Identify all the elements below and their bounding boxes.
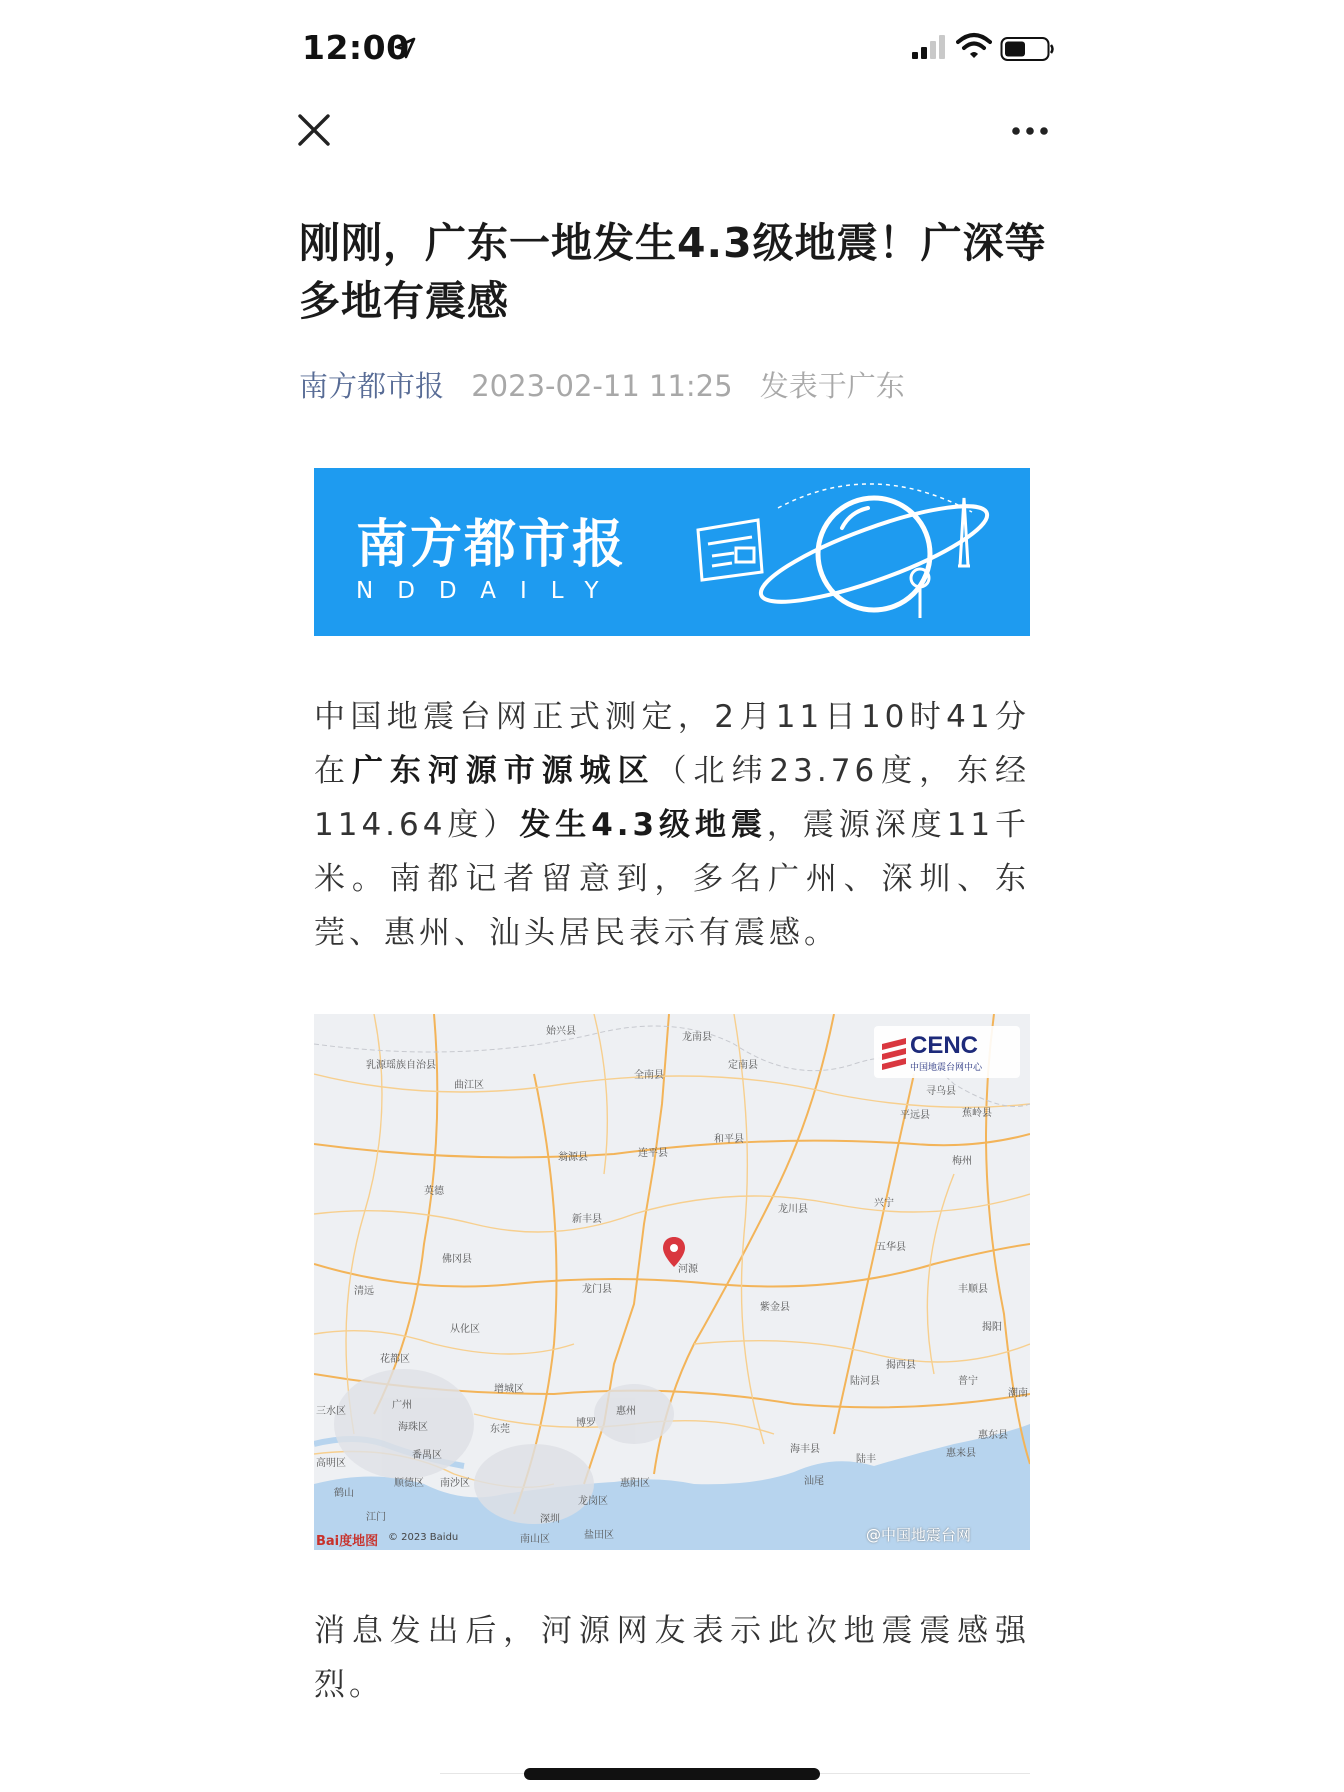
map-label: 和平县 [714,1134,744,1145]
article-meta [299,364,905,405]
map-label: 梅州 [952,1156,972,1167]
map-label: 五华县 [876,1242,906,1253]
newspaper-icon [698,520,762,580]
map-label: 惠阳区 [620,1478,650,1489]
status-bar [0,0,1344,100]
more-icon[interactable] [1010,118,1050,144]
map-label: 全南县 [634,1070,664,1081]
map-label: 惠来县 [946,1448,976,1459]
paragraph-text-tail: ，震源深度11千米。南都记者留意到，多名广州、深圳、东莞、惠州、汕头居民表示有震感。 [314,807,1030,951]
map-label: 龙南县 [682,1032,712,1043]
banner-brand-english: NDDAILY [356,578,623,604]
map-label: 惠州 [616,1406,636,1417]
status-time: 12:00 [302,28,410,67]
earthquake-map[interactable] [314,1014,1030,1550]
signal-icon [910,34,950,60]
map-label: 蕉岭县 [962,1108,992,1119]
map-label: 定南县 [728,1060,758,1071]
map-label: 陆丰 [856,1454,876,1465]
paragraph-bold-location: 广东河源市源城区 [351,753,656,789]
baidu-map-logo: Bai度地图 [316,1534,379,1549]
map-label: 寻乌县 [926,1086,956,1097]
map-label: 英德 [424,1186,444,1197]
article-paragraph [314,690,1030,960]
planet-icon [752,489,995,620]
cenc-logo [874,1026,1020,1078]
banner-illustration [672,468,1030,636]
map-label: 汕尾 [804,1476,824,1487]
banner-brand-name: 南方都市报 [356,515,627,575]
map-label: 翁源县 [558,1152,588,1163]
map-label: 平远县 [900,1110,930,1121]
map-label: 南沙区 [440,1478,470,1489]
map-label: 紫金县 [760,1302,790,1313]
cenc-wordmark: CENC [910,1032,979,1059]
map-label-epicenter-city: 河源 [678,1264,698,1275]
map-label: 高明区 [316,1458,346,1469]
map-label: 丰顺县 [958,1284,988,1295]
map-label: 龙岗区 [578,1496,608,1507]
map-label: 鹤山 [334,1488,354,1499]
battery-icon [1000,36,1056,62]
map-label: 江门 [366,1512,386,1523]
map-label: 曲江区 [454,1080,484,1091]
map-label: 清远 [354,1286,374,1297]
author-link[interactable]: 南方都市报 [299,369,445,403]
cenc-subtitle: 中国地震台网中心 [910,1063,983,1073]
publish-date: 2023-02-11 11:25 [471,369,733,403]
map-label: 揭西县 [886,1360,916,1371]
map-label: 兴宁 [874,1198,894,1209]
map-label: 海珠区 [398,1422,428,1433]
location-arrow-icon [392,36,418,62]
weibo-watermark: @中国地震台网 [866,1526,972,1544]
map-label: 佛冈县 [442,1254,472,1265]
map-label: 广州 [392,1400,412,1411]
map-label: 乳源瑶族自治县 [366,1060,436,1071]
map-label: 潮南 [1008,1388,1028,1399]
publish-location: 发表于广东 [759,369,905,403]
map-label: 龙川县 [778,1204,808,1215]
map-label: 三水区 [316,1406,346,1417]
article-title: 刚刚，广东一地发生4.3级地震！广深等多地有震感 [299,219,1047,325]
brand-banner [314,468,1030,636]
map-label: 从化区 [450,1324,480,1335]
map-label: 增城区 [494,1384,524,1395]
home-indicator[interactable] [524,1768,820,1780]
epicenter-marker-icon[interactable] [662,1236,686,1268]
article-paragraph-2: 消息发出后，河源网友表示此次地震震感强烈。 [314,1613,1030,1703]
wifi-icon [956,32,992,60]
map-label: 始兴县 [546,1026,576,1037]
baidu-copyright: © 2023 Baidu [388,1532,459,1543]
map-label: 南山区 [520,1534,550,1545]
map-label: 惠东县 [978,1430,1008,1441]
map-label: 顺德区 [394,1478,424,1489]
paragraph-bold-magnitude: 发生4.3级地震 [519,807,767,843]
map-label: 博罗 [576,1418,596,1429]
paragraph-text: 中国地震台网正式测定，2月11日10时41分在 [314,699,1030,789]
map-label: 海丰县 [790,1444,820,1455]
map-label: 花都区 [380,1354,410,1365]
map-label: 陆河县 [850,1376,880,1387]
map-roads [314,1014,1030,1550]
map-label: 龙门县 [582,1284,612,1295]
paragraph-text-coords: （北纬23.76度，东经114.64度） [314,753,1030,843]
map-label: 盐田区 [584,1530,614,1541]
map-label: 深圳 [540,1514,560,1525]
map-label: 新丰县 [572,1214,602,1225]
close-icon[interactable] [294,110,334,150]
map-label: 番禺区 [412,1450,442,1461]
cenc-emblem-icon [880,1034,908,1070]
map-label: 连平县 [638,1148,668,1159]
map-label: 揭阳 [982,1322,1002,1333]
map-label: 普宁 [958,1376,978,1387]
map-label: 东莞 [490,1424,510,1435]
